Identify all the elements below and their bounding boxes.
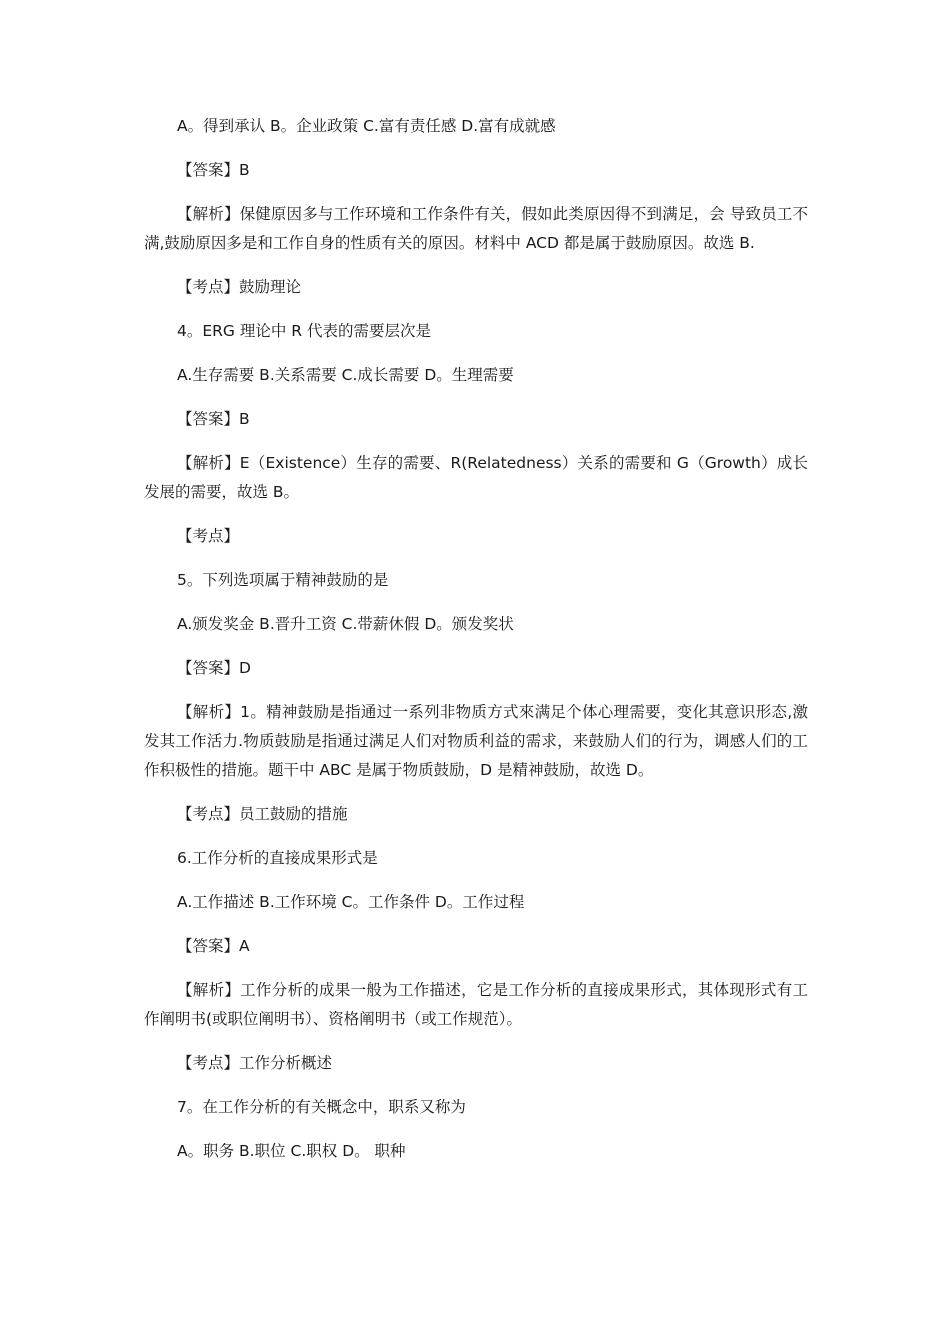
key-point-line-q3: 【考点】鼓励理论 [177,278,302,296]
options-line-q6: A.工作描述 B.工作环境 C。工作条件 D。工作过程 [177,893,525,911]
analysis-paragraph-q4: 【解析】E（Existence）生存的需要、R(Relatedness）关系的需要和 G（Growth）成长发展的需要，故选 B。 [144,454,808,501]
analysis-paragraph-q6: 【解析】工作分析的成果一般为工作描述，它是工作分析的直接成果形式，其体现形式有工作阐明书(或职位阐明书）、资格阐明书（或工作规范）。 [144,981,808,1028]
key-point-line-q5: 【考点】员工鼓励的措施 [177,805,348,823]
key-point-line-q4: 【考点】 [177,527,240,545]
question-4: 4。ERG 理论中 R 代表的需要层次是 [177,322,431,340]
answer-line-q3: 【答案】B [177,161,250,179]
question-5: 5。下列选项属于精神鼓励的是 [177,571,389,589]
document-page [144,112,808,1166]
analysis-paragraph-q3: 【解析】保健原因多与工作环境和工作条件有关，假如此类原因得不到满足，会 导致员工不满,鼓励原因多是和工作自身的性质有关的原因。材料中 ACD 都是属于鼓励原因。故选 B. [144,205,808,252]
options-line-q5: A.颁发奖金 B.晋升工资 C.带薪休假 D。颁发奖状 [177,615,514,633]
options-line-q3: A。得到承认 B。企业政策 C.富有责任感 D.富有成就感 [177,117,556,135]
answer-line-q6: 【答案】A [177,937,250,955]
analysis-paragraph-q5: 【解析】1。精神鼓励是指通过一系列非物质方式來满足个体心理需要，变化其意识形态,激发其工作活力.物质鼓励是指通过满足人们对物质利益的需求，来鼓励人们的行为，调感人们的工作积极性的措施。题干中 ABC 是属于物质鼓励，D 是精神鼓励，故选 D。 [144,703,808,779]
key-point-line-q6: 【考点】工作分析概述 [177,1054,333,1072]
question-7: 7。在工作分析的有关概念中，职系又称为 [177,1098,466,1116]
answer-line-q5: 【答案】D [177,659,251,677]
question-6: 6.工作分析的直接成果形式是 [177,849,378,867]
options-line-q7: A。职务 B.职位 C.职权 D。 职种 [177,1142,406,1160]
options-line-q4: A.生存需要 B.关系需要 C.成长需要 D。生理需要 [177,366,514,384]
answer-line-q4: 【答案】B [177,410,250,428]
